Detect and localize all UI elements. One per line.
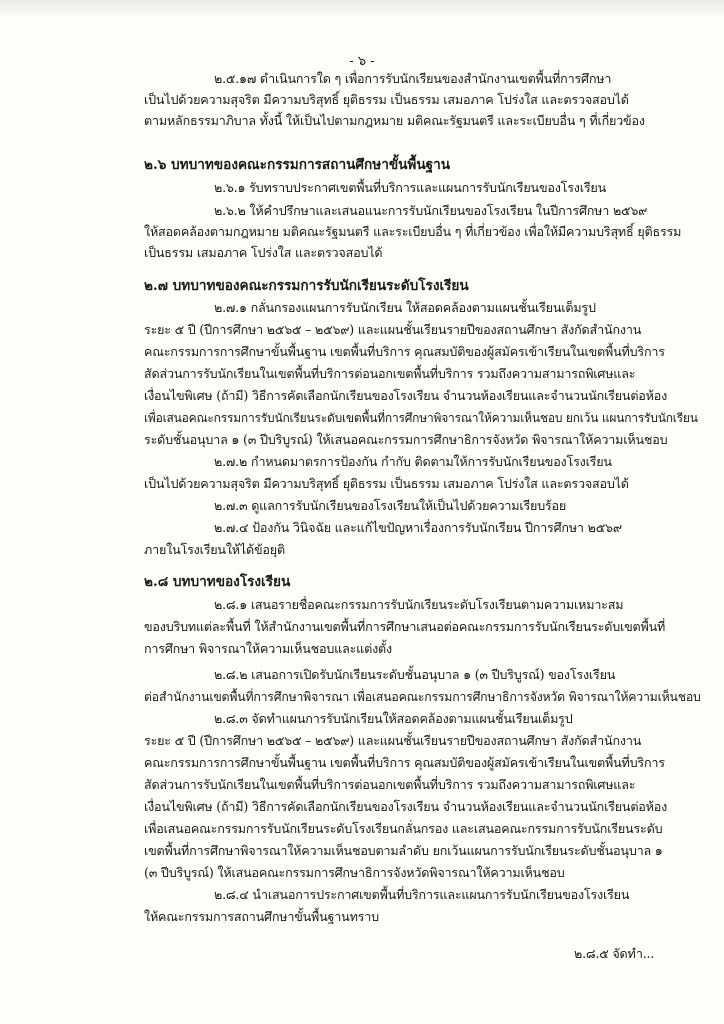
- paragraph-line: ๒.๘.๓ จัดทำแผนการรับนักเรียนให้สอดคล้องตามแผนชั้นเรียนเต็มรูป: [214, 711, 573, 726]
- paragraph-line: ๒.๘.๒ เสนอการเปิดรับนักเรียนระดับชั้นอนุบาล ๑ (๓ ปีบริบูรณ์) ของโรงเรียน: [214, 667, 616, 682]
- paragraph-line: สัดส่วนการรับนักเรียนในเขตพื้นที่บริการต่อนอกเขตพื้นที่บริการ รวมถึงความสามารถพิเศษและ: [144, 366, 636, 381]
- section-heading: ๒.๗ บทบาทของคณะกรรมการรับนักเรียนระดับโรงเรียน: [144, 278, 469, 294]
- paragraph-line: ภายในโรงเรียนให้ได้ข้อยุติ: [144, 542, 285, 557]
- paragraph-line: ให้สอดคล้องตามกฎหมาย มติคณะรัฐมนตรี และระเบียบอื่น ๆ ที่เกี่ยวข้อง เพื่อให้มีความบริสุทธิ์ ยุติธรรม: [144, 224, 682, 239]
- paragraph-line: เงื่อนไขพิเศษ (ถ้ามี) วิธีการคัดเลือกนักเรียนของโรงเรียน จำนวนห้องเรียนและจำนวนนักเรียนต่อห้อง: [144, 799, 668, 814]
- paragraph-line: ๒.๖.๑ รับทราบประกาศเขตพื้นที่บริการและแผนการรับนักเรียนของโรงเรียน: [214, 180, 606, 195]
- section-heading: ๒.๘ บทบาทของโรงเรียน: [144, 574, 291, 590]
- paragraph-line: ๒.๗.๑ กลั่นกรองแผนการรับนักเรียน ให้สอดคล้องตามแผนชั้นเรียนเต็มรูป: [214, 300, 596, 315]
- paragraph-line: (๓ ปีบริบูรณ์) ให้เสนอคณะกรรมการศึกษาธิการจังหวัดพิจารณาให้ความเห็นชอบ: [144, 865, 565, 880]
- paragraph-line: ๒.๖.๒ ให้คำปรึกษาและเสนอแนะการรับนักเรียนของโรงเรียน ในปีการศึกษา ๒๕๖๙: [214, 203, 648, 218]
- paragraph-line: ๒.๘.๑ เสนอรายชื่อคณะกรรมการรับนักเรียนระดับโรงเรียนตามความเหมาะสม: [214, 597, 624, 612]
- paragraph-line: ระยะ ๕ ปี (ปีการศึกษา ๒๕๖๕ – ๒๕๖๙) และแผนชั้นเรียนรายปีของสถานศึกษา สังกัดสำนักงาน: [144, 733, 642, 748]
- scan-shadow: [0, 0, 724, 18]
- paragraph-line: คณะกรรมการการศึกษาขั้นพื้นฐาน เขตพื้นที่บริการ คุณสมบัติของผู้สมัครเข้าเรียนในเขตพื้นที่บริการ: [144, 344, 665, 359]
- paragraph-line: ระยะ ๕ ปี (ปีการศึกษา ๒๕๖๕ – ๒๕๖๙) และแผนชั้นเรียนรายปีของสถานศึกษา สังกัดสำนักงาน: [144, 322, 642, 337]
- paragraph-line: ๒.๗.๒ กำหนดมาตรการป้องกัน กำกับ ติดตามให้การรับนักเรียนของโรงเรียน: [214, 454, 612, 469]
- paragraph-line: การศึกษา พิจารณาให้ความเห็นชอบและแต่งตั้ง: [144, 641, 392, 656]
- page-number: - ๖ -: [349, 54, 375, 69]
- paragraph-line: คณะกรรมการการศึกษาขั้นพื้นฐาน เขตพื้นที่บริการ คุณสมบัติของผู้สมัครเข้าเรียนในเขตพื้นที่บริการ: [144, 755, 665, 770]
- paragraph-line: สัดส่วนการรับนักเรียนในเขตพื้นที่บริการต่อนอกเขตพื้นที่บริการ รวมถึงความสามารถพิเศษและ: [144, 777, 636, 792]
- continuation-marker: ๒.๘.๕ จัดทำ...: [574, 946, 655, 961]
- paragraph-line: ของบริบทแต่ละพื้นที่ ให้สำนักงานเขตพื้นที่การศึกษาเสนอต่อคณะกรรมการรับนักเรียนระดับเขตพื้นที่: [144, 619, 666, 634]
- paragraph-line: เป็นธรรม เสมอภาค โปร่งใส และตรวจสอบได้: [144, 245, 383, 260]
- paragraph-line: ๒.๗.๔ ป้องกัน วินิจฉัย และแก้ไขปัญหาเรื่องการรับนักเรียน ปีการศึกษา ๒๕๖๙: [214, 520, 622, 535]
- paragraph-line: เพื่อเสนอคณะกรรมการรับนักเรียนระดับโรงเรียนกลั่นกรอง และเสนอคณะกรรมการรับนักเรียนระดับ: [144, 821, 663, 836]
- paragraph-line: เป็นไปด้วยความสุจริต มีความบริสุทธิ์ ยุติธรรม เป็นธรรม เสมอภาค โปร่งใส และตรวจสอบได้: [144, 476, 629, 491]
- section-heading: ๒.๖ บทบาทของคณะกรรมการสถานศึกษาขั้นพื้นฐาน: [144, 157, 451, 173]
- paragraph-line: เป็นไปด้วยความสุจริต มีความบริสุทธิ์ ยุติธรรม เป็นธรรม เสมอภาค โปร่งใส และตรวจสอบได้: [144, 92, 629, 107]
- paragraph-line: ๒.๘.๔ นำเสนอการประกาศเขตพื้นที่บริการและแผนการรับนักเรียนของโรงเรียน: [214, 887, 630, 902]
- paragraph-line: ให้คณะกรรมการสถานศึกษาขั้นพื้นฐานทราบ: [144, 909, 379, 924]
- paragraph-line: เขตพื้นที่การศึกษาพิจารณาให้ความเห็นชอบตามลำดับ ยกเว้นแผนการรับนักเรียนระดับชั้นอนุบาล ๑: [144, 843, 663, 858]
- paragraph-line: ต่อสำนักงานเขตพื้นที่การศึกษาพิจารณา เพื่อเสนอคณะกรรมการศึกษาธิการจังหวัด พิจารณาให้ความเห็นชอบ: [144, 690, 701, 704]
- paragraph-line: ๒.๕.๑๗ ดำเนินการใด ๆ เพื่อการรับนักเรียนของสำนักงานเขตพื้นที่การศึกษา: [214, 71, 612, 86]
- paragraph-line: เพื่อเสนอคณะกรรมการรับนักเรียนระดับเขตพื้นที่การศึกษาพิจารณาให้ความเห็นชอบ ยกเว้น แผนการรับนักเรียน: [144, 411, 698, 425]
- paragraph-line: ระดับชั้นอนุบาล ๑ (๓ ปีบริบูรณ์) ให้เสนอคณะกรรมการศึกษาธิการจังหวัด พิจารณาให้ความเห็นชอบ: [144, 432, 668, 447]
- paragraph-line: เงื่อนไขพิเศษ (ถ้ามี) วิธีการคัดเลือกนักเรียนของโรงเรียน จำนวนห้องเรียนและจำนวนนักเรียนต่อห้อง: [144, 388, 668, 403]
- paragraph-line: ๒.๗.๓ ดูแลการรับนักเรียนของโรงเรียนให้เป็นไปด้วยความเรียบร้อย: [214, 498, 567, 513]
- paragraph-line: ตามหลักธรรมาภิบาล ทั้งนี้ ให้เป็นไปตามกฎหมาย มติคณะรัฐมนตรี และระเบียบอื่น ๆ ที่เกี่ยวข้อง: [144, 113, 645, 128]
